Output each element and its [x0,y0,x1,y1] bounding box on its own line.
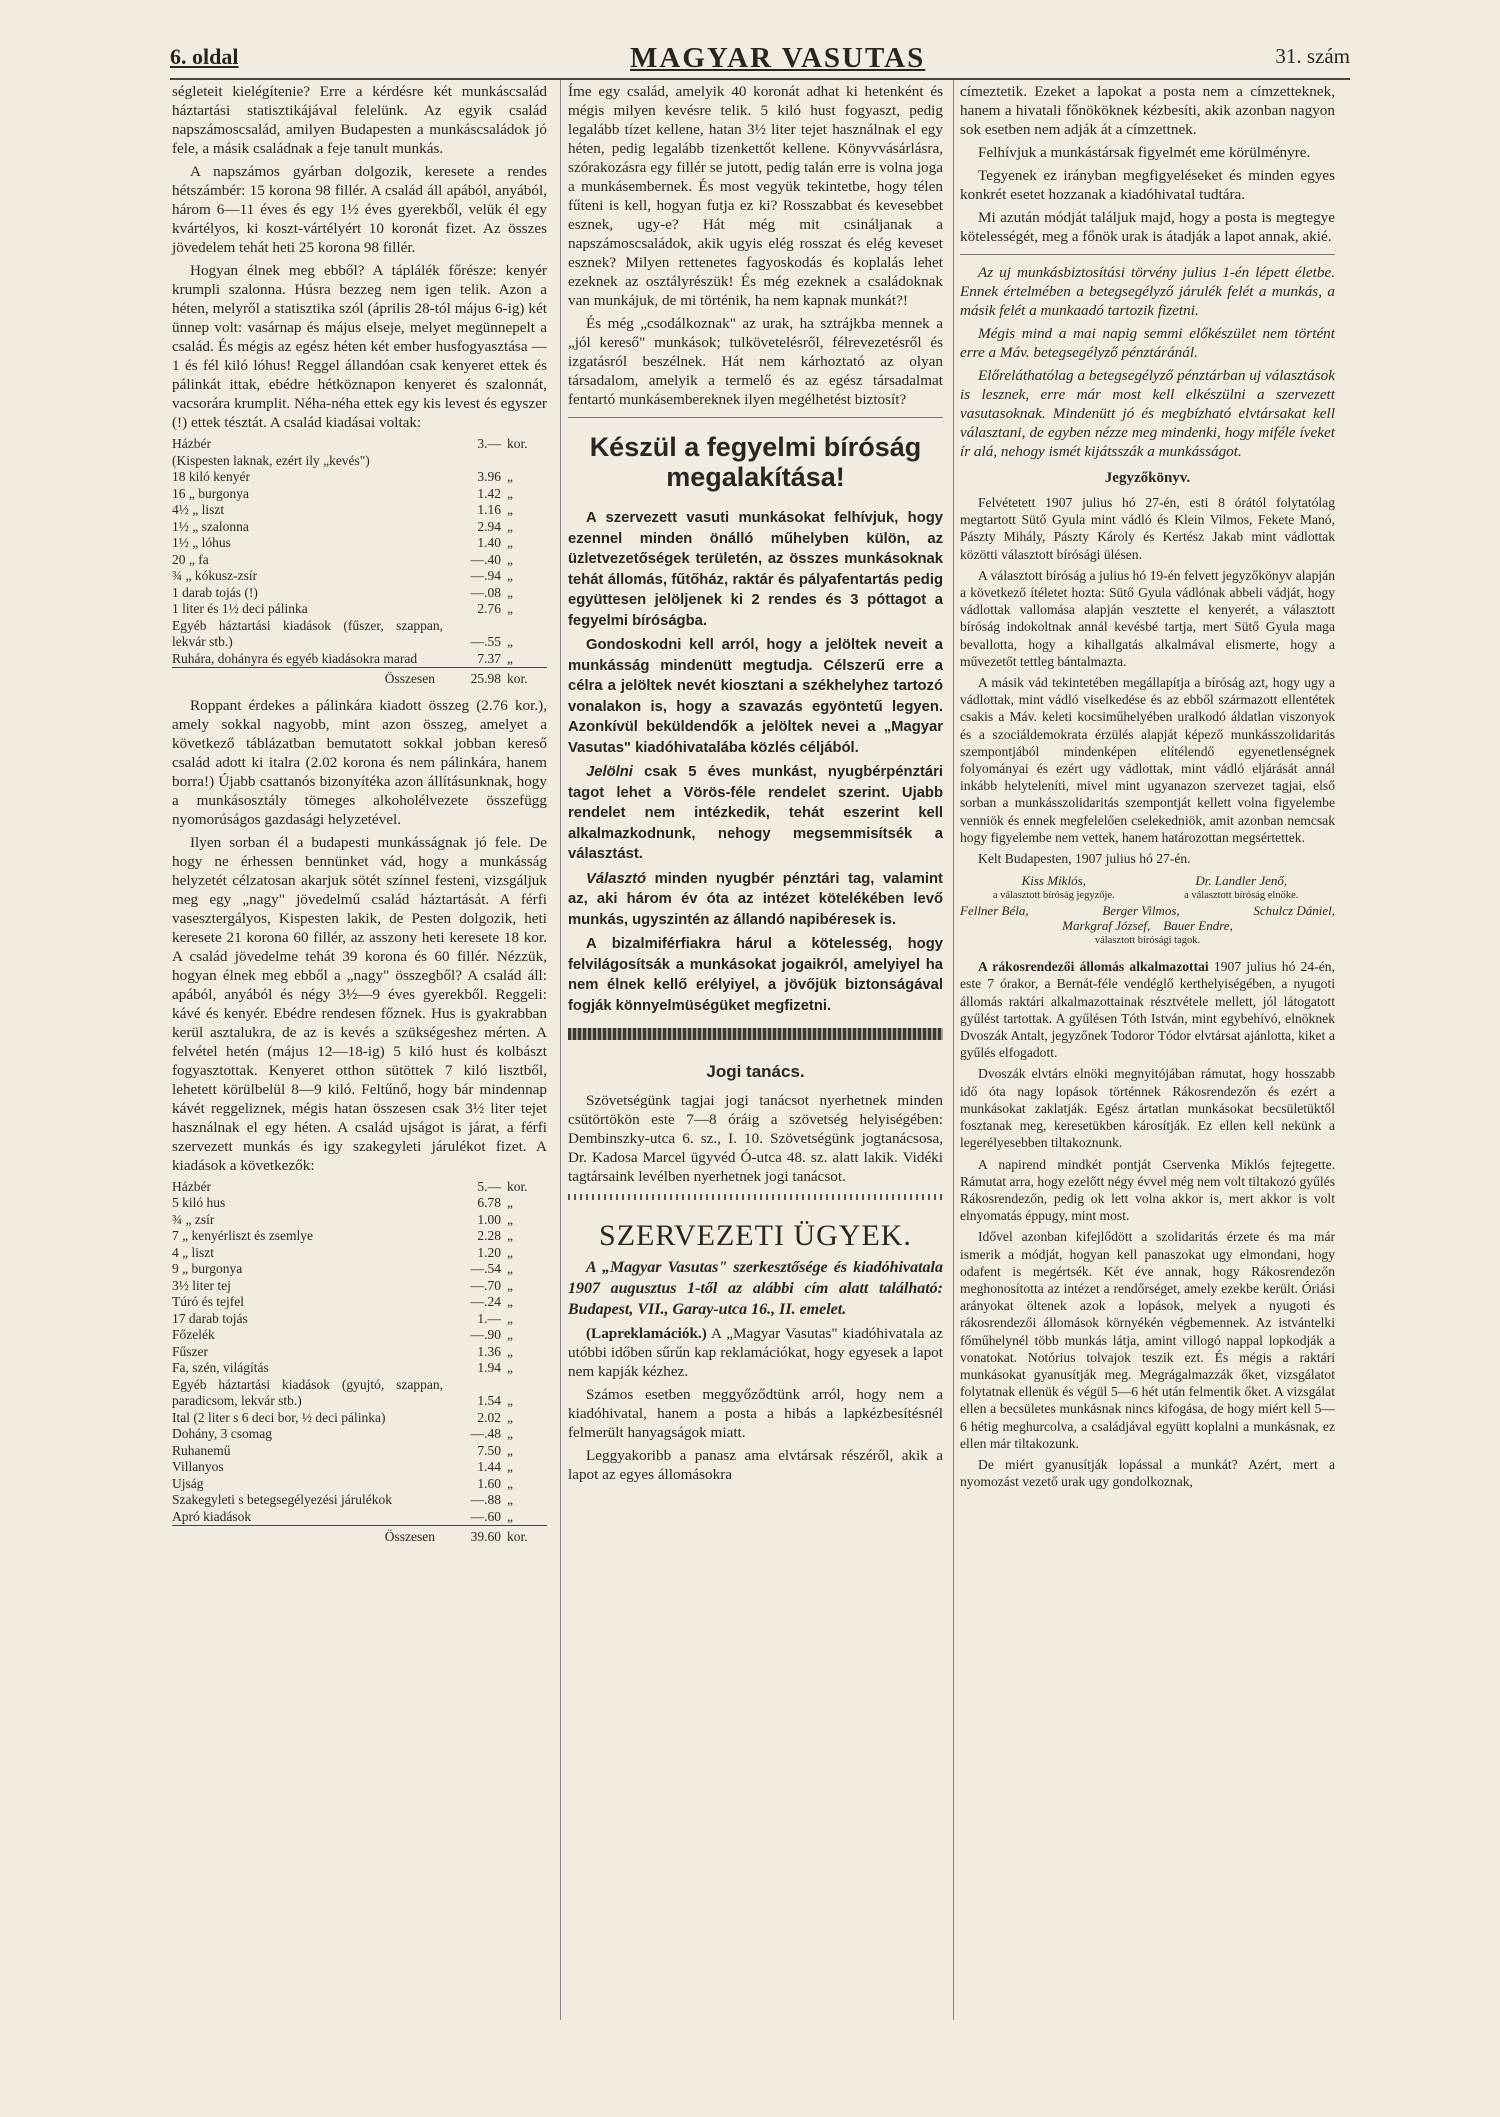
paragraph: Íme egy család, amelyik 40 koronát adhat ki hetenként és mégis milyen kevésre telik. 5 kiló hust fogyaszt, pedig legalább tízet kellene, hatan 3½ liter tejet használnak el egy héten, pedig legalább tizenkettőt kellene. Könyvvásárlásra, szórakozásra egy fillér se jutott, pedig talán erre is volna joga a munkásembernek. És most vegyük tekintetbe, hogy télen fűteni is kell, hogyan futja ez ki? Rosszabbat és kevesebbet esznek, ugy-e? Hát még mit csináljanak a napszámoscsaládok, akik ugyis elég rosszat és elég keveset esznek? Milyen rettenetes fagyoskodás és koplalás lehet ezeknek az osztályrészük! És még ezeknek a családoknak van munkájuk, de mi történik, ha nem kapnak munkát?! [568,83,943,309]
paragraph: Szövetségünk tagjai jogi tanácsot nyerhetnek minden csütörtökön este 7—8 óráig a szövetség helyiségében: Dembinszky-utca 6. sz., I. 10. Szövetségünk jogtanácsosa, Dr. Kadosa Marcel ügyvéd Ó-utca 48. sz. alatt lakik. Vidéki tagtársaink levélben nyerhetnek jogi tanácsot. [568,1092,943,1185]
cell-label: ¾ „ kókusz-zsír [172,568,258,583]
cell-unit: „ [507,650,513,666]
total-value: 25.98 [443,668,501,688]
cell-value: —.70 [470,1277,501,1293]
signer-role: a választott bíróság elnöke. [1184,890,1299,902]
cell-value: 2.02 [477,1409,501,1425]
cell-label: (Kispesten laknak, ezért ily „kevés") [172,452,370,468]
paragraph: A választott bíróság a julius hó 19-én felvett jegyzőkönyv alapján a következő ítéletet hozta: Sütő Gyula vádlónak abbeli vádját, hogy vádlottak vallomása alapján vesztette el kenyerét, a választott bíróság indokoltnak annál kevésbé tartja, mert Sütő Gyula maga bevallotta, hogy a kihallgatás alkalmával elismerte, hogy a művezetőt tettleg bántalmazta. [960,567,1335,669]
cell-unit: „ [507,1343,513,1359]
cell-label: Ujság [172,1475,204,1491]
bold-paragraph: A szervezett vasuti munkásokat felhívjuk, hogy ezennel minden önálló műhelyben külön, az üzletvezetőségek területén, az összes munkásoknak tehát állomás, fűtőház, raktár és pályafentartás pedig együttesen jelöljenek ki 2 rendes és 3 póttagot a fegyelmi bíróságba. [568,510,943,629]
cell-value: 1.44 [477,1459,501,1474]
cell-value: —.60 [470,1508,501,1524]
table-row [172,651,547,668]
table-body [172,436,547,668]
cell-label: 5 kiló hus [172,1195,226,1210]
column-2 [568,82,943,1488]
bold-paragraph [568,869,943,931]
cell-unit: „ [507,1195,513,1210]
table-row [172,519,547,536]
cell-label: Főzelék [172,1327,215,1342]
cell-label: Egyéb háztartási kiadások (fűszer, szappan, lekvár stb.) [172,617,443,649]
cell-label: Villanyos [172,1459,224,1474]
page-header [170,44,1350,74]
cell-label: Fűszer [172,1343,208,1359]
table-row [172,1212,547,1229]
cell-value: —.40 [470,551,501,567]
bold-paragraph: Gondoskodni kell arról, hogy a jelöltek neveit a munkásság mindenütt megtudja. Célszerű erre a célra a jelöltek nevét kiosztani a székhelyhez tartozó vonalakon is, hogy a szavazás egyöntetű legyen. Azonkívül beküldendők a jelöltek nevei a „Magyar Vasutas" kiadóhivatalába közlés céljából. [568,637,943,756]
cell-label: 18 kiló kenyér [172,469,250,484]
cell-unit: „ [507,518,513,534]
cell-value: 6.78 [477,1195,501,1210]
paragraph [568,1324,943,1381]
signer-role: a választott bíróság jegyzője. [992,890,1115,902]
date-line: Kelt Budapesten, 1907 julius hó 27-én. [978,851,1191,867]
column-1 [172,82,547,1554]
cell-unit: „ [507,1327,513,1342]
cell-unit: „ [507,502,513,517]
cell-value: 1.54 [477,1393,501,1408]
paragraph: Ilyen sorban él a budapesti munkásságnak jó fele. De hogy ne érhessen bennünket vád, hogy a munkásság helyzetét célzatosan akarjuk sötét színnel festeni, vizsgáljuk meg egy „nagy" jövedelmű család háztartását. A férfi vasesztergályos, Kispesten lakik, de Pesten dolgozik, heti keresete 21 korona 60 fillér, az asszony heti keresete 18 kor. A család jövedelme tehát 39 korona és 60 fillér. Nézzük, hogyan élnek meg ebből a „nagy" összegből? A család áll: apából, anyából és négy 3½—9 éves gyerekből. Reggeli: kávé és kenyér. Ebédre rendesen főznek. Hus is gyakrabban kerül asztalukra, de az is kevés a szükségeshez mérten. A felvétel hetén (május 12—18-ig) 5 kiló hust és kolbászt fogyasztottak. Kenyeret otthon sütöttek 7 kiló lisztből, lehetett körülbelül 8—9 kiló. Feltűnő, hogy bár mindennap kávét reggeliznek, mégis hatan összesen csak 3½ liter tejet használnak el egy héten. A család ujságot is járat, a férfi szervezett munkás és igy szakegyleti járulékot fizet. A kiadások a következők: [172,833,547,1174]
cell-unit: „ [507,1426,513,1441]
paragraph: Roppant érdekes a pálinkára kiadott összeg (2.76 kor.), amely sokkal nagyobb, mint azon összeg, amelyet a következő táblázatban bemutatott sokkal jobban kereső család adott ki italra (2.02 korona és nem pálinkára, hanem borra!) Újabb csattanós bizonyítéka azon állításunknak, hogy a munkásosztály tömeges alkoholélvezete összefügg nyomorúságos gazdasági helyzetével. [172,696,547,828]
cell-unit: „ [507,1492,513,1507]
paragraph: És még „csodálkoznak" az urak, ha sztrájkba mennek a „jól kereső" munkások; tulkövetelésről, félrevezetésről és izgatásról beszélnek. Hát nem kárhoztató az olyan társadalom, amelyik a termelő és az egész társadalmat fentartó munkásembereknek ilyen megélhetést biztosít? [568,315,943,408]
cell-value: —.08 [470,584,501,600]
table-row [172,552,547,569]
cell-unit: kor. [507,436,528,451]
section-heading: SZERVEZETI ÜGYEK. [599,1219,912,1252]
cell-value: 1.60 [477,1475,501,1491]
table-total-row [172,668,547,688]
table-body [172,1179,547,1526]
table-row [172,1179,547,1196]
cell-value: —.24 [470,1294,501,1309]
cell-label: 20 „ fa [172,551,209,567]
cell-value: 1.40 [477,535,501,550]
total-label: Összesen [172,1526,443,1546]
cell-value: 2.28 [477,1228,501,1243]
signer-name: Fellner Béla, [960,903,1029,919]
cell-unit: „ [507,634,513,649]
cell-unit: „ [507,568,513,583]
divider [568,417,943,418]
paragraph: Dvoszák elvtárs elnöki megnyitójában rámutat, hogy hosszabb idő óta nagy lopások történnek Rákosrendezőn és ezért a munkásokat zaklatják. Egész ártatlan munkásokat becsületüktől fosztanak meg, keresetükben károsítják. Ez ellen kell nekünk a legerélyesebben tiltakoznunk. [960,1066,1335,1151]
lead-heading: (Lapreklamációk.) [586,1325,707,1342]
total-label: Összesen [172,668,443,688]
table-row [172,1278,547,1295]
cell-label: Egyéb háztartási kiadások (gyujtó, szappan, paradicsom, lekvár stb.) [172,1376,443,1408]
paragraph: Felvétetett 1907 julius hó 27-én, esti 8 órától folytatólag megtartott Sütő Gyula mint vádló és Klein Vilmos, Fekete Manó, Pászty Mihály, Pászty Károly és Kertész Jakab mint vádlottak közötti választott bírósági ülésen. [960,495,1335,562]
paragraph: Mi azután módját találjuk majd, hogy a posta is megtegye kötelességét, meg a főnök urak is átadják a lapot annak, akié. [960,209,1335,245]
table-row [172,1377,547,1410]
cell-label: 7 „ kenyérliszt és zsemlye [172,1228,313,1243]
paragraph: ségleteit kielégítenie? Erre a kérdésre két munkáscsalád háztartási statisztikájával felelünk. Az egyik család napszámoscsalád, amilyen Budapesten a munkáscsaládok jó fele, a másik családnak a feje tanult munkás. [172,83,547,157]
cell-unit: „ [507,1409,513,1425]
table-row [172,453,547,470]
page-number: 6. oldal [170,44,239,69]
table-row [172,486,547,503]
cell-value: 7.37 [477,650,501,666]
cell-unit: „ [507,1211,513,1227]
cell-value: —.94 [470,568,501,583]
table-row [172,469,547,486]
dotted-divider [568,1194,943,1200]
table-row [172,1344,547,1361]
cell-unit: „ [507,1475,513,1491]
cell-label: Dohány, 3 csomag [172,1426,272,1441]
header-rule [170,78,1350,80]
table-row [172,436,547,453]
table-row [172,1509,547,1526]
signature [960,873,1148,903]
table-row [172,568,547,585]
decorative-stripe [568,1028,943,1040]
cell-value: 1.42 [477,485,501,501]
total-unit: kor. [501,668,547,688]
table-row [172,1228,547,1245]
total-unit: kor. [501,1526,547,1546]
cell-label: Házbér [172,1178,211,1194]
cell-value: 3.— [477,436,501,451]
table-row [172,1294,547,1311]
cell-value: 3.96 [477,469,501,484]
italic-paragraph: Az uj munkásbiztosítási törvény julius 1-én lépett életbe. Ennek értelmében a betegsegélyző járulék felét a munkás, a másik felét a munkaadó tartozik fizetni. [960,264,1335,319]
table-row [172,1360,547,1377]
lead-word: Választó [586,870,647,887]
cell-label: 16 „ burgonya [172,485,249,501]
cell-unit: „ [507,1261,513,1276]
cell-unit: „ [507,1277,513,1293]
cell-label: 1 liter és 1½ deci pálinka [172,601,308,616]
lead-heading: A rákosrendezői állomás alkalmazottai [978,959,1209,975]
signatures [960,873,1335,948]
bold-paragraph: A bizalmiférfiakra hárul a kötelesség, hogy felvilágosítsák a munkásokat jogaikról, amelyiyel ha nem élnek kellő erélyiyel, a jövőjük biztonságával fogják könnyelmüségüket megfizetni. [568,936,943,1014]
cell-value: —.90 [470,1327,501,1342]
cell-unit: „ [507,551,513,567]
lead-word: Jelölni [586,764,633,780]
paragraph: címeztetik. Ezeket a lapokat a posta nem a címzetteknek, hanem a hivatali főnököknek kézbesíti, akik azonban nagyon sok esetben nem adják át a címzettnek. [960,83,1335,138]
paragraph-text: csak 5 éves munkást, nyugbérpénztári tagot lehet a Vörös-féle rendelet szerint. Ujabb rendelet nem intézkedik, tehát eszerint kell alkalmazkodnunk, nehogy megsemmisítsék a választást. [568,764,943,862]
signature-row [960,903,1335,918]
divider [960,254,1335,255]
table-row [172,1327,547,1344]
table-row [172,601,547,618]
paragraph-text: A „Magyar Vasutas" kiadóhivatala az utóbbi időben sűrűn kap reklamációkat, hogy egyesek a lapot nem kapják kézhez. [568,1325,943,1380]
cell-unit: „ [507,485,513,501]
paragraph: Leggyakoribb a panasz ama elvtársak részéről, akik a lapot az egyes állomásokra [568,1447,943,1483]
table-row [172,1410,547,1427]
cell-value: —.88 [470,1492,501,1507]
cell-unit: „ [507,1360,513,1375]
cell-unit: „ [507,1228,513,1243]
signer-name: Berger Vilmos, [1102,903,1180,919]
cell-value: 5.— [477,1178,501,1194]
cell-label: ¾ „ zsír [172,1211,215,1227]
cell-label: Ital (2 liter s 6 deci bor, ½ deci pálinka) [172,1409,386,1425]
paragraph: A napszámos gyárban dolgozik, keresete a rendes hétszámbér: 15 korona 98 fillér. A család áll apából, anyából, három 6—11 éves és egy 1½ éves gyerekből, velük él egy kvártélyos, ki koszt-vártélyért 10 koronát fizet. Az összes jövedelem tehát heti 25 korona 98 fillér. [172,163,547,256]
headline: Készül a fegyelmi bíróság megalakítása! [589,432,922,492]
cell-label: Házbér [172,436,211,451]
column-divider [560,80,561,2020]
cell-unit: „ [507,1508,513,1524]
signer-name: Markgraf József, [1062,918,1151,934]
table-row [172,1476,547,1493]
table-row [172,502,547,519]
italic-paragraph: Előreláthatólag a betegsegélyző pénztárban uj választások is lesznek, erre már most kell elkészülni a szervezett vasutasoknak. Mindenütt jó és megbízható elvtársakat kell választani, de egyben nézze meg mindenki, hogy miféle íveket ír alá, nehogy ismét kijátsszák a munkásságot. [960,367,1335,460]
cell-value: 1.20 [477,1244,501,1260]
cell-unit: „ [507,1244,513,1260]
cell-unit: kor. [507,1178,528,1194]
cell-unit: „ [507,535,513,550]
paragraph: Tegyenek ez irányban megfigyeléseket és minden egyes konkrét esetet hozzanak a kiadóhivatal tudtára. [960,167,1335,203]
cell-value: 7.50 [477,1442,501,1458]
cell-label: Apró kiadások [172,1508,252,1524]
table-row [172,535,547,552]
table-row [172,1311,547,1328]
masthead-title: MAGYAR VASUTAS [630,42,926,74]
cell-label: 17 darab tojás [172,1310,248,1326]
paragraph: A másik vád tekintetében megállapítja a bíróság azt, hogy ugy a vádlottak, mint vádló viselkedése és az ebből származott ellentétek csakis a Máv. keleti kocsiműhelyében uralkodó áldatlan viszonyok és a szociáldemokrata érzülés alapját képező munkásszolidaritás szempontjából mindenképen elítélendő egyenetlenségnek folyományai és ezért ugy vádlottak, mint vádló eljárását annál inkább helyteleníti, mivel mint ugyanazon szervezet tagjai, első sorban a munkásszolidaritás szempontját kellett volna figyelembe venniök és ennek megfelelően cselekedniök, amit azonban nemcsak hogy figyelembe nem vettek, hanem határozottan megsértettek. [960,675,1335,845]
section-heading: Jogi tanács. [706,1062,805,1081]
cell-label: Ruhára, dohányra és egyéb kiadásokra marad [172,650,418,666]
signer-role: választott bírósági tagok. [1094,935,1201,947]
signer-name: Kiss Miklós, [1021,873,1086,889]
cell-label: 4½ „ liszt [172,502,225,517]
table-row [172,618,547,651]
expense-table-1 [172,436,547,688]
cell-unit: „ [507,1294,513,1309]
cell-value: —.55 [470,634,501,649]
table-row [172,1492,547,1509]
signature [1148,873,1336,903]
cell-value: —.48 [470,1426,501,1441]
paragraph: Felhívjuk a munkástársak figyelmét eme körülményre. [978,144,1311,161]
paragraph: A napirend mindkét pontját Cservenka Miklós fejtegette. Rámutat arra, hogy ezelőtt négy évvel még nem volt tiltakozó gyűlés Rákosrendezőn, pedig ok lett volna akkor is, mert akkor is volt elnyomatás éppugy, mint most. [960,1156,1335,1224]
table-row [172,1261,547,1278]
table-row [172,1459,547,1476]
cell-unit: „ [507,601,513,616]
cell-unit [501,453,547,470]
cell-label: Szakegyleti s betegsegélyezési járulékok [172,1492,393,1507]
paragraph: Idővel azonban kifejlődött a szolidaritás érzete és ma már ismerik a módját, hogyan kell panaszokat ugy elmondani, hogy odafent is megértsék. Két éve annak, hogy Rákosrendezőn meghonosította az intézet a rendőrséget, amely ezekbe került. Óriási arányokat öltenek azok a lopások, melyek a nyugoti és rákosrendezői állomások környékén végbemennek. Az istvántelki főműhelynél több munkás látja, amint villogó nappal lopkodják a vonatokat. Notórius tolvajok teszik ezt. És mégis a raktári munkásokat gyanusítják meg. Megrágalmazzák őket, vizsgálatot folytatnak ellenük és végül 5—6 hét után felmentik őket. A vizsgálat ellen a becsületes munkásnak nincs kifogása, de hogy miért kell 5—6 hétig meghurcolva, a családjával együtt koplalni a munkásnak, ez ellen már tiltakozunk. [960,1229,1335,1451]
cell-value: 1.94 [477,1360,501,1375]
cell-unit: „ [507,1393,513,1408]
signer-name: Bauer Endre, [1163,918,1233,934]
cell-unit: „ [507,1310,513,1326]
cell-label: 1½ „ szalonna [172,518,249,534]
column-divider [953,80,954,2020]
signer-name: Dr. Landler Jenő, [1195,873,1288,889]
table-row [172,1195,547,1212]
section-heading: Jegyzőkönyv. [1104,470,1191,486]
cell-unit: „ [507,584,513,600]
cell-value: —.54 [470,1261,501,1276]
table-row [172,1245,547,1262]
signer-name: Schulcz Dániel, [1253,903,1335,919]
cell-label: 4 „ liszt [172,1244,214,1260]
cell-label: Túró és tejfel [172,1294,244,1309]
paragraph [960,958,1335,1061]
issue-number: 31. szám [1275,44,1350,68]
paragraph: Számos esetben meggyőződtünk arról, hogy nem a kiadóhivatal, hanem a posta a hibás a lapkézbesítésnél felmerült hanyagságok miatt. [568,1386,943,1441]
column-3 [960,82,1335,1494]
cell-value: 1.— [477,1310,501,1326]
cell-label: 1 darab tojás (!) [172,584,258,600]
cell-label: 1½ „ lóhus [172,535,231,550]
cell-label: 9 „ burgonya [172,1261,243,1276]
table-total-row [172,1526,547,1546]
cell-value: 1.00 [477,1211,501,1227]
italic-paragraph: Mégis mind a mai napig semmi előkészület nem történt erre a Máv. betegsegélyző pénztáránál. [960,325,1335,361]
notice: A „Magyar Vasutas" szerkesztősége és kiadóhivatala 1907 augusztus 1-től az alábbi cím alatt található: Budapest, VII., Garay-utca 16., II. emelet. [568,1259,943,1318]
total-value: 39.60 [443,1526,501,1546]
paragraph-text: 1907 julius hó 24-én, este 7 órakor, a Bernát-féle vendéglő kerthelyiségében, a nyugoti állomás raktári alkalmazottainak résztvétele mellett, jól látogatott gyűlést tartottak. A gyűlésen Tóth István, mint egybehívó, elnöknek Dvoszák Antalt, jegyzőnek Todoror Tódor elvtársat ajánlotta, kiket a gyűlés elfogadott. [960,959,1335,1061]
cell-value [443,453,501,470]
paragraph: Hogyan élnek meg ebből? A táplálék főrésze: kenyér krumpli szalonna. Húsra bezzeg nem igen telik. Azon a héten, melyről a statisztika szól (április 28-tól május 6-ig) két ünnep volt: vasárnap és május elseje, melyet megünnepelt a család. És mégis az egész héten két ember husfogyasztása — 1 és fél kiló lóhus! Reggel állandóan csak kenyeret ettek és pálinkát ittak, ebédre hétköznapon kenyeret és szalonnát, vacsorára krumplit. Néha-néha ettek egy kis levest és egyszer (!) ettek tésztát. A család kiadásai voltak: [172,262,547,431]
cell-label: Ruhanemű [172,1442,231,1458]
cell-value: 1.16 [477,502,501,517]
paragraph: De miért gyanusítják lopással a munkát? Azért, mert a nyomozást vezető urak ugy gondolkoznak, [960,1456,1335,1490]
cell-value: 2.76 [477,601,501,616]
cell-unit: „ [507,469,513,484]
cell-value: 2.94 [477,518,501,534]
cell-value: 1.36 [477,1343,501,1359]
expense-table-2 [172,1179,547,1546]
cell-unit: „ [507,1442,513,1458]
signature-row [960,918,1335,933]
table-row [172,1443,547,1460]
cell-label: Fa, szén, világítás [172,1360,269,1375]
cell-unit: „ [507,1459,513,1474]
bold-paragraph [568,762,943,865]
cell-label: 3½ liter tej [172,1277,231,1293]
paragraph-text: minden nyugbér pénztári tag, valamint az, aki három év óta az intézet kötelékében levő munkás, ugyszintén az állandó napibéresek is. [568,870,943,928]
table-row [172,585,547,602]
table-row [172,1426,547,1443]
